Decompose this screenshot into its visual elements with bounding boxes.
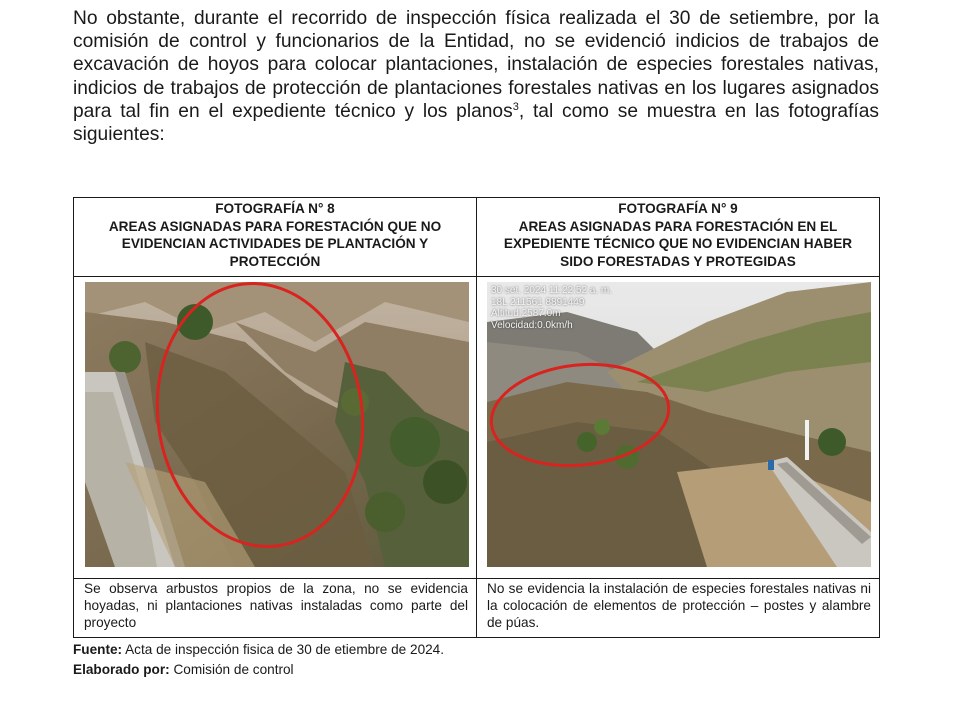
photo-9-header — [477, 198, 880, 277]
stamp-speed: Velocidad:0.0km/h — [491, 319, 573, 331]
body-paragraph — [73, 7, 879, 146]
source-notes — [73, 640, 444, 680]
source-label: Fuente: — [73, 642, 123, 657]
paragraph-text: No obstante, durante el recorrido de inspección física realizada el 30 de setiembre, por la comisión de control y funcionarios de la Entidad, no se evidenció indicios de trabajos de excavación de hoyos para colocar plantaciones, instalación de especies forestales nativas, indicios de trabajos de protección de plantaciones forestales nativas en los lugares asignados para tal fin en el expediente técnico y los planos — [73, 8, 879, 122]
source-value: Acta de inspección fisica de 30 de etiembre de 2024. — [122, 642, 445, 657]
photo-9-title: AREAS ASIGNADAS PARA FORESTACIÓN EN EL EXPEDIENTE TÉCNICO QUE NO EVIDENCIAN HABER SIDO FORESTADAS Y PROTEGIDAS — [503, 218, 853, 269]
photo-9-gps-stamp — [491, 285, 612, 331]
footnote-ref[interactable]: 3 — [512, 100, 519, 113]
photo-9-caption: No se evidencia la instalación de especies forestales nativas ni la colocación de elementos de protección – postes y alambre de púas. — [487, 580, 871, 631]
photo-8-caption: Se observa arbustos propios de la zona, no se evidencia hoyadas, ni plantaciones nativas instaladas como parte del proyecto — [84, 580, 468, 631]
source-line — [73, 640, 444, 660]
author-value: Comisión de control — [169, 662, 294, 677]
photo-9-cell — [477, 277, 880, 578]
stamp-date: 30 set. 2024 11:22:52 a. m. — [491, 285, 613, 297]
stamp-altitude: Altitud:2587.0m — [491, 308, 561, 320]
photo-8-number: FOTOGRAFÍA N° 8 — [215, 201, 335, 216]
photo-8-cell — [74, 277, 477, 578]
photo-9-caption-cell — [477, 578, 880, 637]
author-label: Elaborado por: — [73, 662, 170, 677]
photo-8-header — [74, 198, 477, 277]
photo-9-number: FOTOGRAFÍA N° 9 — [618, 201, 738, 216]
photo-8-image — [85, 282, 469, 567]
stamp-coords: 18L 211561 8891449 — [491, 296, 585, 308]
paragraph-text-after: , tal como se muestra en las fotografías siguientes: — [73, 100, 880, 146]
photo-8-caption-cell — [74, 578, 477, 637]
photo-8-title: AREAS ASIGNADAS PARA FORESTACIÓN QUE NO EVIDENCIAN ACTIVIDADES DE PLANTACIÓN Y PROTECCIÓN — [108, 218, 442, 269]
author-line — [73, 660, 444, 680]
photo-table — [73, 197, 880, 638]
